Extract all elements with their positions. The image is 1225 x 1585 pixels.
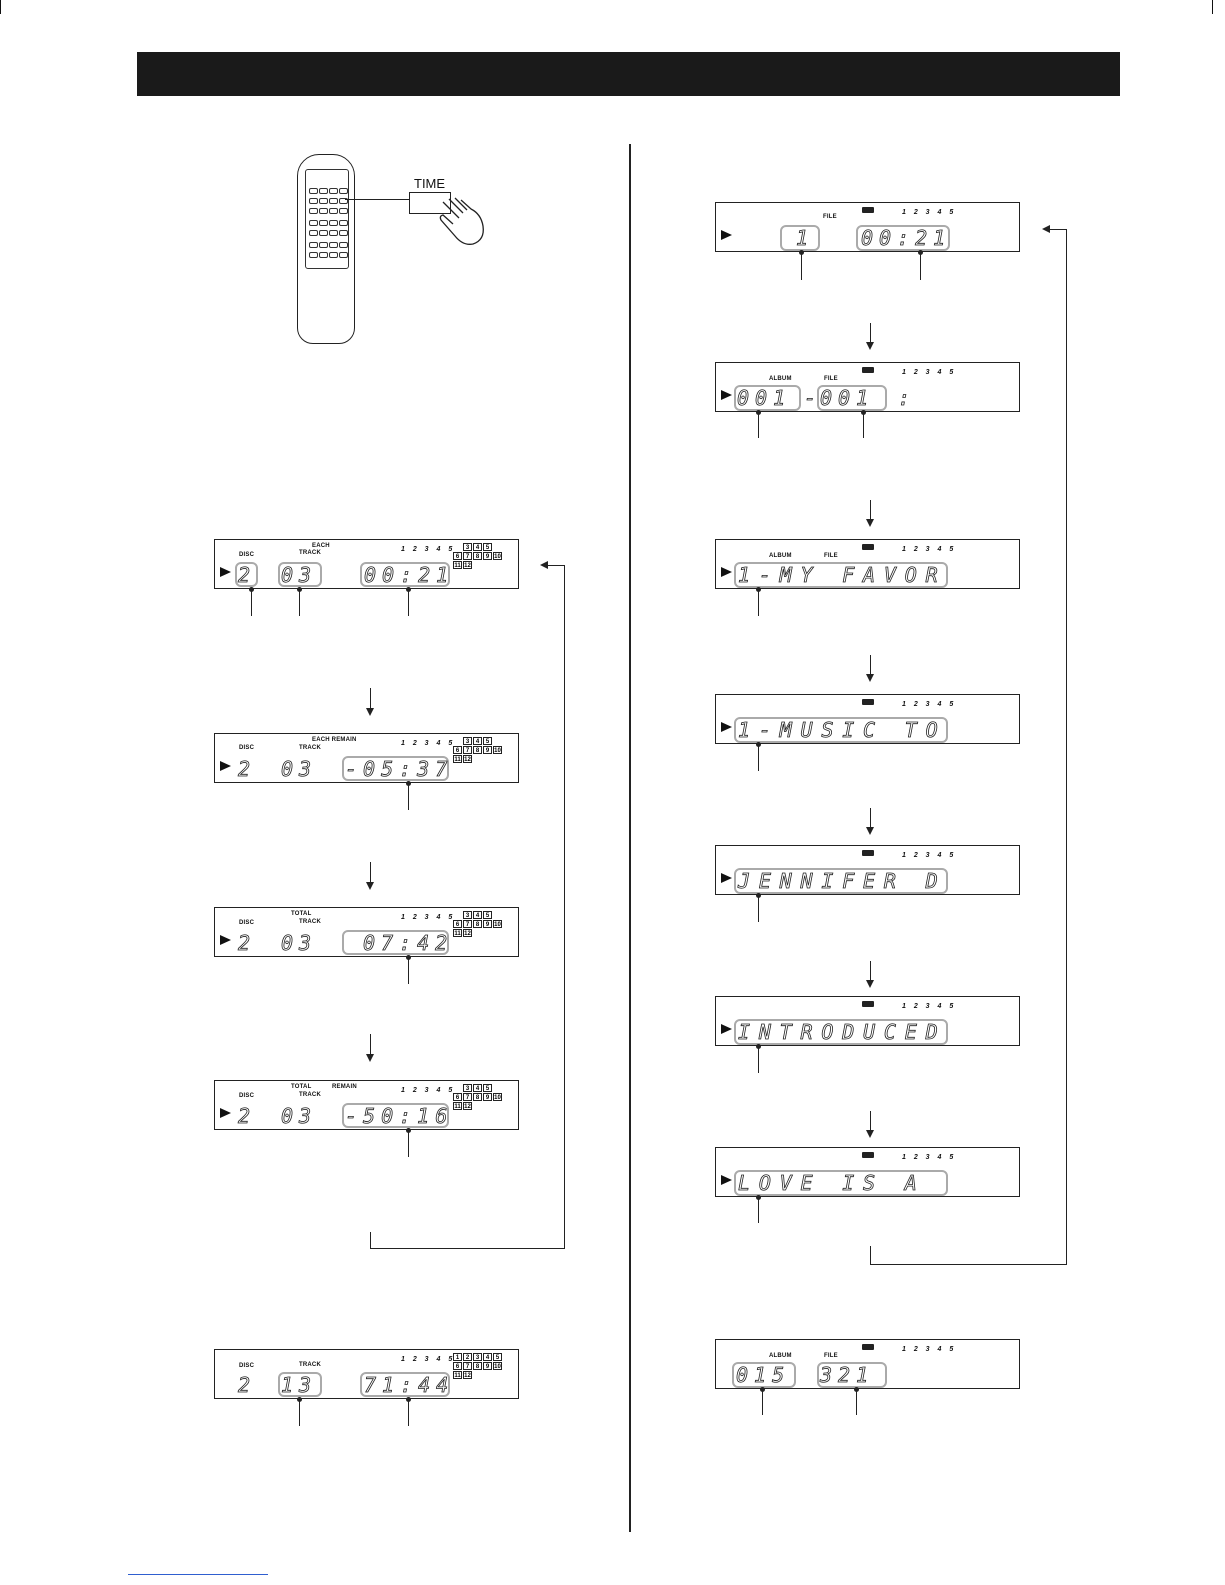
track-pointer <box>299 1399 300 1426</box>
disc-value: 2 <box>238 1373 257 1397</box>
mp3-file-name-display <box>715 694 1020 744</box>
time-pointer <box>408 1399 409 1426</box>
file-label: FILE <box>824 376 838 382</box>
album-value: 015 <box>736 1363 791 1387</box>
file-label: FILE <box>824 1353 838 1359</box>
album-name-text: 1-MY FAVOR <box>738 563 947 587</box>
album-pointer <box>762 1389 763 1415</box>
disc-value: 2 <box>238 563 257 587</box>
crop-mark <box>0 0 1 14</box>
mp3-title-display <box>715 996 1020 1046</box>
track-label: TRACK <box>299 745 321 751</box>
time-value: -05:37 <box>345 757 454 781</box>
cd-stop-display <box>214 1349 519 1399</box>
mp3-indicator-icon <box>862 207 874 213</box>
track-grid: 3 4 5 6 7 8 9 10 11 12 <box>454 1086 501 1110</box>
track-grid: 3 4 5 6 7 8 9 10 11 12 <box>454 739 501 763</box>
total-label: TOTAL <box>291 911 312 917</box>
play-indicator-icon <box>721 567 732 577</box>
disc-numbers: 1 2 3 4 5 <box>401 546 456 553</box>
album-value: 001 <box>737 386 792 410</box>
time-pointer <box>408 957 409 984</box>
remain-label: REMAIN <box>332 1084 357 1090</box>
remote-control-illustration <box>297 154 355 344</box>
time-value: 00:21 <box>861 226 952 250</box>
flow-arrow <box>370 688 371 714</box>
cd-total-remain-display <box>214 1080 519 1130</box>
play-indicator-icon <box>721 390 732 400</box>
each-label: EACH <box>312 543 330 549</box>
text-pointer <box>758 1046 759 1073</box>
mp3-indicator-icon <box>862 544 874 550</box>
mp3-artist-display <box>715 845 1020 895</box>
disc-value: 2 <box>238 757 257 781</box>
file-name-text: 1-MUSIC TO <box>738 718 947 742</box>
disc-value: 2 <box>238 931 257 955</box>
track-value: 13 <box>281 1373 318 1397</box>
time-value: -50:16 <box>345 1104 454 1128</box>
track-value: 03 <box>281 757 318 781</box>
mp3-indicator-icon <box>862 1344 874 1350</box>
artist-text: JENNIFER D <box>738 869 947 893</box>
play-indicator-icon <box>721 1175 732 1185</box>
track-label: TRACK <box>299 550 321 556</box>
disc-label: DISC <box>239 1363 255 1369</box>
cd-each-remain-display <box>214 733 519 783</box>
time-pointer <box>920 252 921 280</box>
album-label: ALBUM <box>769 376 792 382</box>
disc-numbers: 1 2 3 4 5 <box>902 1154 957 1161</box>
pressing-hand-icon <box>437 196 492 248</box>
total-label: TOTAL <box>291 1084 312 1090</box>
text-pointer <box>758 895 759 922</box>
text-pointer <box>758 744 759 771</box>
disc-value: 2 <box>238 1104 257 1128</box>
disc-numbers: 1 2 3 4 5 <box>902 852 957 859</box>
disc-label: DISC <box>239 1093 255 1099</box>
play-indicator-icon <box>721 722 732 732</box>
disc-numbers: 1 2 3 4 5 <box>401 914 456 921</box>
mp3-stop-display <box>715 1339 1020 1389</box>
track-value: 03 <box>281 563 318 587</box>
time-button-label: TIME <box>414 176 446 191</box>
section-header-banner <box>137 52 1120 96</box>
remote-callout-line <box>345 199 409 200</box>
disc-label: DISC <box>239 920 255 926</box>
track-label: TRACK <box>299 1362 321 1368</box>
time-value: 07:42 <box>363 931 454 955</box>
flow-arrow <box>870 500 871 525</box>
album-pointer <box>758 412 759 438</box>
play-indicator-icon <box>220 761 231 771</box>
mp3-tag-display <box>715 1147 1020 1197</box>
disc-label: DISC <box>239 745 255 751</box>
loop-line <box>1048 229 1067 230</box>
cd-each-display <box>214 539 519 589</box>
loop-line <box>564 565 565 1249</box>
time-value: 00:21 <box>364 563 455 587</box>
flow-arrow <box>870 655 871 680</box>
track-value: 03 <box>281 1104 318 1128</box>
separator: - <box>804 386 823 410</box>
mp3-indicator-icon <box>862 1001 874 1007</box>
disc-label: DISC <box>239 552 255 558</box>
disc-numbers: 1 2 3 4 5 <box>902 1003 957 1010</box>
track-grid: 1 2 3 4 5 6 7 8 9 10 11 12 <box>454 1355 501 1379</box>
track-label: TRACK <box>299 1092 321 1098</box>
disc-numbers: 1 2 3 4 5 <box>401 1356 456 1363</box>
time-pointer <box>408 783 409 810</box>
mp3-album-file-display <box>715 362 1020 412</box>
colon: : <box>898 386 917 410</box>
disc-numbers: 1 2 3 4 5 <box>401 1087 456 1094</box>
play-indicator-icon <box>220 935 231 945</box>
footer-link-rule <box>128 1574 268 1575</box>
play-indicator-icon <box>220 1108 231 1118</box>
file-pointer <box>801 252 802 280</box>
mp3-album-name-display <box>715 539 1020 589</box>
file-label: FILE <box>823 214 837 220</box>
loop-line <box>546 565 565 566</box>
text-pointer <box>758 589 759 616</box>
mp3-indicator-icon <box>862 699 874 705</box>
track-grid: 3 4 5 6 7 8 9 10 11 12 <box>454 913 501 937</box>
file-value: 1 <box>796 226 815 250</box>
flow-arrow <box>870 1111 871 1136</box>
disc-numbers: 1 2 3 4 5 <box>401 740 456 747</box>
crop-mark <box>1212 0 1213 14</box>
disc-numbers: 1 2 3 4 5 <box>902 1346 957 1353</box>
mp3-indicator-icon <box>862 1152 874 1158</box>
disc-numbers: 1 2 3 4 5 <box>902 546 957 553</box>
loop-line <box>1066 229 1067 1265</box>
track-value: 03 <box>281 931 318 955</box>
remote-button-panel <box>305 169 349 269</box>
file-value: 321 <box>820 1363 875 1387</box>
play-indicator-icon <box>721 1024 732 1034</box>
loop-line <box>370 1248 565 1249</box>
file-label: FILE <box>824 553 838 559</box>
track-pointer <box>299 589 300 616</box>
loop-line <box>870 1264 1067 1265</box>
flow-arrow <box>370 1034 371 1060</box>
disc-numbers: 1 2 3 4 5 <box>902 369 957 376</box>
file-pointer <box>863 412 864 438</box>
loop-line <box>370 1232 371 1249</box>
time-pointer <box>408 1130 409 1157</box>
album-label: ALBUM <box>769 1353 792 1359</box>
cd-total-display <box>214 907 519 957</box>
play-indicator-icon <box>721 873 732 883</box>
each-remain-label: EACH REMAIN <box>312 737 357 743</box>
flow-arrow <box>370 862 371 888</box>
disc-numbers: 1 2 3 4 5 <box>902 209 957 216</box>
flow-arrow <box>870 323 871 348</box>
column-divider <box>629 144 631 1532</box>
file-value: 001 <box>820 386 875 410</box>
play-indicator-icon <box>220 567 231 577</box>
mp3-file-time-display <box>715 202 1020 252</box>
mp3-indicator-icon <box>862 850 874 856</box>
time-pointer <box>408 589 409 616</box>
text-pointer <box>758 1197 759 1223</box>
tag-text: LOVE IS A <box>738 1171 926 1195</box>
disc-pointer <box>251 589 252 616</box>
time-value: 71:44 <box>364 1373 455 1397</box>
flow-arrow <box>870 808 871 833</box>
loop-arrowhead <box>540 561 548 569</box>
track-label: TRACK <box>299 919 321 925</box>
flow-arrow <box>870 961 871 986</box>
loop-line <box>870 1246 871 1265</box>
title-text: INTRODUCED <box>738 1020 947 1044</box>
play-indicator-icon <box>721 230 732 240</box>
track-grid: 3 4 5 6 7 8 9 10 11 12 <box>454 545 501 569</box>
album-label: ALBUM <box>769 553 792 559</box>
loop-arrowhead <box>1042 225 1050 233</box>
disc-numbers: 1 2 3 4 5 <box>902 701 957 708</box>
file-pointer <box>856 1389 857 1415</box>
mp3-indicator-icon <box>862 367 874 373</box>
